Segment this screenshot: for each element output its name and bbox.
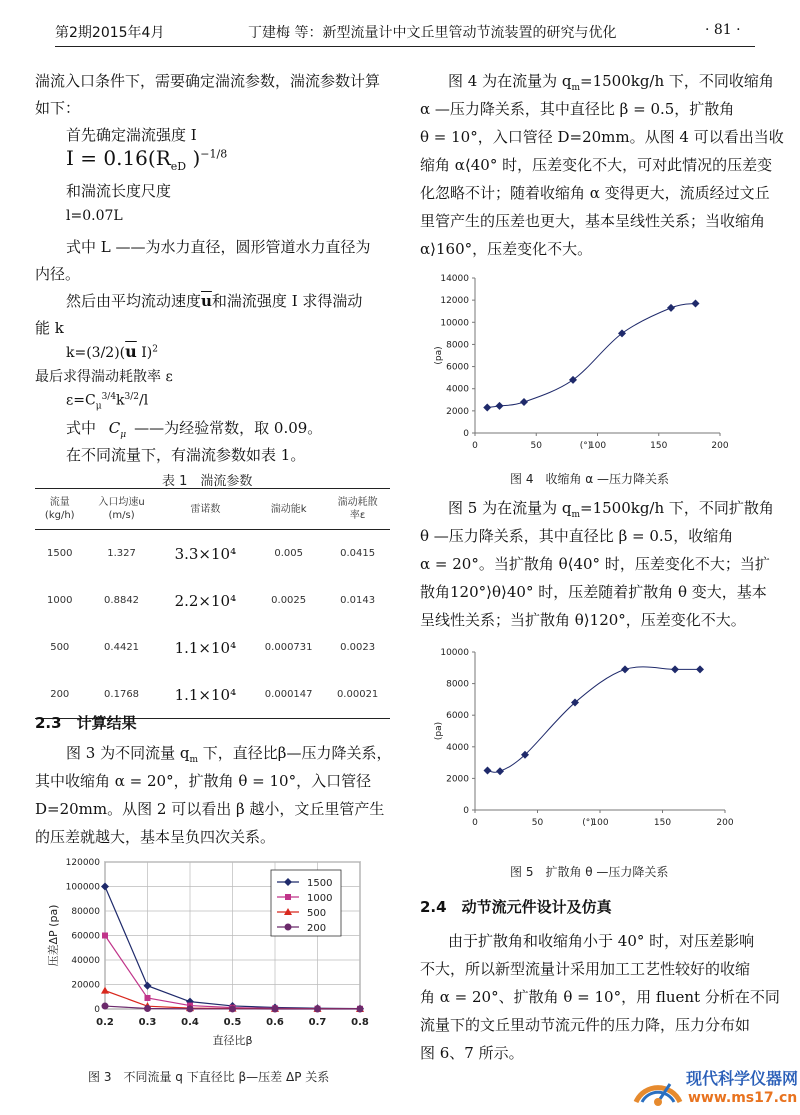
eq3-part-b: I) [136, 345, 153, 361]
y-tick-label: 80000 [71, 907, 100, 917]
data-point [692, 299, 700, 307]
table-cell: 0.0023 [340, 642, 376, 653]
sec24-line-2: 不大，所以新型流量计采用加工工艺性较好的收缩 [420, 960, 751, 978]
page-number: · 81 · [705, 22, 741, 38]
figure-5-caption: 图 5 扩散角 θ —压力降关系 [510, 865, 669, 879]
table-cell: 1.1×10⁴ [174, 685, 237, 704]
data-point [696, 665, 704, 673]
data-point [483, 404, 491, 412]
y-tick-label: 20000 [71, 980, 100, 991]
right-line-2: α —压力降关系，其中直径比 β = 0.5，扩散角 [420, 100, 735, 118]
left-para-7: 式中 $C_\mu$ ——为经验常数，取 0.09。 [66, 419, 323, 440]
right-s1sub: m [571, 510, 580, 520]
data-point [229, 1005, 236, 1012]
right-line-1 [448, 70, 774, 93]
x-tick-label: 200 [716, 818, 734, 828]
sec23-l1a: 图 3 为不同流量 q [66, 744, 190, 762]
x-tick-label: 100 [591, 818, 609, 828]
right-line-7: α⟩160°，压差变化不大。 [420, 240, 593, 258]
p7-a: 式中 [66, 419, 97, 437]
table-cell: 1500 [47, 548, 73, 559]
left-para-6: 最后求得湍动耗散率 ε [35, 369, 173, 385]
right-para2-line-2: θ —压力降关系，其中直径比 β = 0.5，收缩角 [420, 527, 734, 545]
left-para-8: 在不同流量下，有湍流参数如表 1。 [66, 446, 306, 464]
data-point [496, 767, 504, 775]
col-header-flow: 流量 (kg/h) [35, 489, 85, 530]
data-point [484, 767, 492, 775]
data-point [145, 995, 151, 1001]
eq4-c: /l [139, 392, 149, 409]
data-point [272, 1005, 279, 1012]
x-tick-label: 0.7 [308, 1017, 327, 1028]
data-point [496, 402, 504, 410]
p5-part-a: 然后由平均流动速度 [66, 292, 202, 310]
table1-caption: 表 1 湍流参数 [162, 474, 253, 489]
y-tick-label: 60000 [71, 931, 100, 942]
figure-4-chart [430, 270, 740, 460]
x-tick-label: 0.2 [96, 1017, 114, 1028]
right-line-5: 化忽略不计；随着收缩角 α 变得更大，流质经过文丘 [420, 184, 770, 202]
header-rule [55, 46, 755, 47]
figure-4-caption: 图 4 收缩角 α —压力降关系 [510, 472, 669, 486]
legend-label: 1000 [307, 893, 333, 904]
legend-marker [285, 924, 292, 931]
col-header-velocity: 入口均速u (m/s) [85, 489, 159, 530]
x-axis-label: (°) [579, 441, 592, 451]
running-title: 丁建梅 等：新型流量计中文丘里管动节流装置的研究与优化 [248, 25, 617, 41]
series-line [487, 303, 695, 407]
data-point [671, 665, 679, 673]
x-tick-label: 200 [711, 441, 729, 451]
x-tick-label: 0 [472, 441, 478, 451]
data-point [569, 376, 577, 384]
y-tick-label: 0 [463, 429, 469, 439]
journal-issue: 第2期2015年4月 [55, 25, 165, 41]
left-para-1a: 湍流入口条件下，需要确定湍流参数，湍流参数计算 [35, 72, 381, 90]
y-tick-label: 4000 [446, 384, 469, 395]
x-tick-label: 0.4 [181, 1017, 199, 1028]
x-tick-label: 150 [653, 818, 672, 828]
left-para-3: 和湍流长度尺度 [66, 182, 172, 200]
data-point [520, 398, 528, 406]
x-tick-label: 150 [650, 441, 668, 451]
p7-b: ——为经验常数，取 0.09。 [134, 419, 323, 437]
table-cell: 0.0143 [340, 595, 376, 606]
col-header-energy: 湍动能k [252, 489, 325, 530]
table-cell: 0.1768 [104, 689, 140, 700]
eq4-sub: μ [95, 401, 102, 412]
data-point [144, 1005, 151, 1012]
sec24-line-1: 由于扩散角和收缩角小于 40° 时，对压差影响 [448, 932, 755, 950]
y-axis-label: (pa) [434, 721, 444, 741]
y-tick-label: 8000 [446, 340, 469, 351]
left-para-5c: 能 k [35, 319, 64, 337]
sec23-line-1 [66, 742, 391, 765]
data-point [187, 1005, 194, 1012]
table-cell: 3.3×10⁴ [174, 544, 237, 563]
watermark-url[interactable]: www.ms17.cn [688, 1090, 798, 1106]
table-cell: 0.4421 [104, 642, 140, 653]
legend-marker [285, 894, 291, 900]
left-para-5: 然后由平均流动速度$\overline{u}$和湍流强度 I 求得湍动 [66, 292, 363, 310]
y-axis-label: (pa) [434, 346, 444, 365]
table-cell: 0.00021 [336, 689, 379, 700]
table-header-row [35, 489, 390, 530]
x-tick-label: 50 [531, 818, 544, 828]
sec23-line-3: D=20mm。从图 2 可以看出 β 越小，文丘里管产生 [35, 800, 385, 818]
x-axis-label: (°) [582, 818, 594, 828]
right-para2-line-3: α = 20°。当扩散角 θ⟨40° 时，压差变化不大；当扩 [420, 555, 770, 573]
legend-label: 1500 [307, 878, 333, 889]
table-cell: 0.005 [274, 548, 303, 559]
right-para2-line-1 [448, 497, 774, 520]
data-point [357, 1005, 364, 1012]
table-cell: 200 [50, 689, 70, 700]
equation-turbulent-energy: $k=(3/2)(\overline{u}$ I)$^2$ [66, 342, 158, 361]
x-tick-label: 0.8 [351, 1017, 369, 1028]
y-tick-label: 120000 [65, 858, 100, 868]
right-para2-line-5: 呈线性关系；当扩散角 θ⟩120°，压差变化不大。 [420, 611, 746, 629]
right-s1a: 图 5 为在流量为 q [448, 499, 572, 517]
y-tick-label: 8000 [446, 679, 469, 690]
equation-dissipation [66, 392, 148, 411]
equation-turbulence-intensity: $I = 0.16(R_{eD}$ )$^{-1/8}$ [66, 146, 228, 173]
table-cell: 0.000147 [264, 689, 313, 700]
table-cell: 1000 [47, 595, 73, 606]
sec24-line-4: 流量下的文丘里动节流元件的压力降，压力分布如 [420, 1016, 751, 1034]
y-tick-label: 10000 [440, 648, 469, 658]
eq4-sup: 3/4 [101, 392, 117, 402]
sec23-line-4: 的压差就越大，基本呈负四次关系。 [35, 828, 276, 846]
table-cell: 500 [50, 642, 70, 653]
right-l1b: =1500kg/h 下，不同收缩角 [580, 72, 774, 90]
right-line-4: 缩角 α⟨40° 时，压差变化不大，可对此情况的压差变 [420, 156, 773, 174]
table-cell: 0.8842 [104, 595, 140, 606]
table-cell: 0.0025 [271, 595, 307, 606]
legend-label: 200 [307, 923, 327, 934]
right-l1sub: m [571, 83, 580, 93]
eq3-part-a: k=(3/2)( [66, 345, 126, 361]
sec23-l1b: 下，直径比β—压力降关系， [198, 744, 392, 762]
data-point [102, 933, 108, 939]
right-l1a: 图 4 为在流量为 q [448, 72, 572, 90]
col-header-dissipation: 湍动耗散 率ε [325, 489, 390, 530]
y-tick-label: 2000 [446, 406, 469, 417]
y-tick-label: 4000 [446, 742, 469, 753]
figure-5-chart [420, 640, 760, 840]
sec24-line-5: 图 6、7 所示。 [420, 1044, 524, 1062]
data-point [621, 665, 629, 673]
table-cell: 0.000731 [264, 642, 313, 653]
x-tick-label: 0.3 [138, 1017, 157, 1028]
table-cell: 2.2×10⁴ [174, 591, 237, 610]
data-point [102, 1003, 109, 1010]
eq1-sub: eD [170, 160, 187, 173]
right-line-3: θ = 10°，入口管径 D=20mm。从图 4 可以看出当收 [420, 128, 784, 146]
watermark-name: 现代科学仪器网 [686, 1069, 799, 1088]
table-row [35, 577, 390, 624]
eq4-b: k [116, 392, 125, 409]
x-tick-label: 50 [530, 441, 542, 451]
equation-length-scale: l=0.07L [66, 208, 123, 224]
table-cell: 0.0415 [340, 548, 376, 559]
table-row [35, 624, 390, 671]
col-header-reynolds: 雷诺数 [159, 489, 252, 530]
gauge-logo-icon [628, 1062, 688, 1112]
y-tick-label: 10000 [440, 318, 469, 329]
y-tick-label: 2000 [446, 774, 469, 785]
y-tick-label: 0 [94, 1005, 100, 1015]
p5-part-b: 和湍流强度 I 求得湍动 [211, 292, 363, 310]
data-point [314, 1005, 321, 1012]
y-tick-label: 6000 [446, 362, 469, 373]
eq1-main: I = 0.16(R [66, 146, 171, 170]
right-s1b: =1500kg/h 下，不同扩散角 [580, 499, 774, 517]
eq4-bsup: 3/2 [124, 392, 140, 402]
y-tick-label: 6000 [446, 711, 469, 722]
sec24-line-3: 角 α = 20°、扩散角 θ = 10°，用 fluent 分析在不同 [420, 988, 780, 1006]
x-tick-label: 0 [472, 818, 478, 828]
sec23-line-2: 其中收缩角 α = 20°，扩散角 θ = 10°，入口管径 [35, 772, 372, 790]
table-row [35, 530, 390, 578]
table-cell: 1.1×10⁴ [174, 638, 237, 657]
data-point [667, 304, 675, 312]
y-tick-label: 40000 [71, 956, 100, 966]
left-para-1b: 如下： [35, 99, 81, 117]
y-axis-label: 压差ΔP (pa) [47, 904, 60, 967]
section-2-4-heading: 2.4 动节流元件设计及仿真 [420, 898, 612, 916]
x-axis-label: 直径比β [212, 1034, 253, 1047]
x-tick-label: 100 [588, 441, 607, 451]
figure-3-chart [35, 852, 405, 1047]
eq4-a: ε=C [66, 392, 96, 409]
right-para2-line-4: 散角120°⟩θ⟩40° 时，压差随着扩散角 θ 变大，基本 [420, 583, 767, 601]
section-2-3-heading: 2.3 计算结果 [35, 714, 137, 732]
left-para-4a: 式中 L ——为水力直径，圆形管道水力直径为 [66, 238, 371, 256]
y-tick-label: 12000 [440, 296, 469, 307]
table-cell: 1.327 [107, 548, 136, 559]
left-para-2: 首先确定湍流强度 I [66, 126, 197, 144]
series-line [488, 667, 701, 772]
figure-3-caption: 图 3 不同流量 q 下直径比 β—压差 ΔP 关系 [88, 1070, 330, 1084]
y-tick-label: 100000 [65, 882, 100, 893]
right-line-6: 里管产生的压差也更大，基本呈线性关系；当收缩角 [420, 212, 766, 230]
site-watermark [628, 1060, 800, 1115]
left-para-4b: 内径。 [35, 265, 81, 283]
x-tick-label: 0.6 [266, 1017, 284, 1028]
turbulence-parameter-table [35, 488, 390, 719]
sec23-l1sub: m [189, 755, 198, 765]
eq1-sup: −1/8 [200, 147, 228, 161]
x-tick-label: 0.5 [223, 1017, 242, 1028]
y-tick-label: 0 [463, 806, 469, 816]
y-tick-label: 14000 [440, 274, 469, 284]
legend-label: 500 [307, 908, 327, 919]
